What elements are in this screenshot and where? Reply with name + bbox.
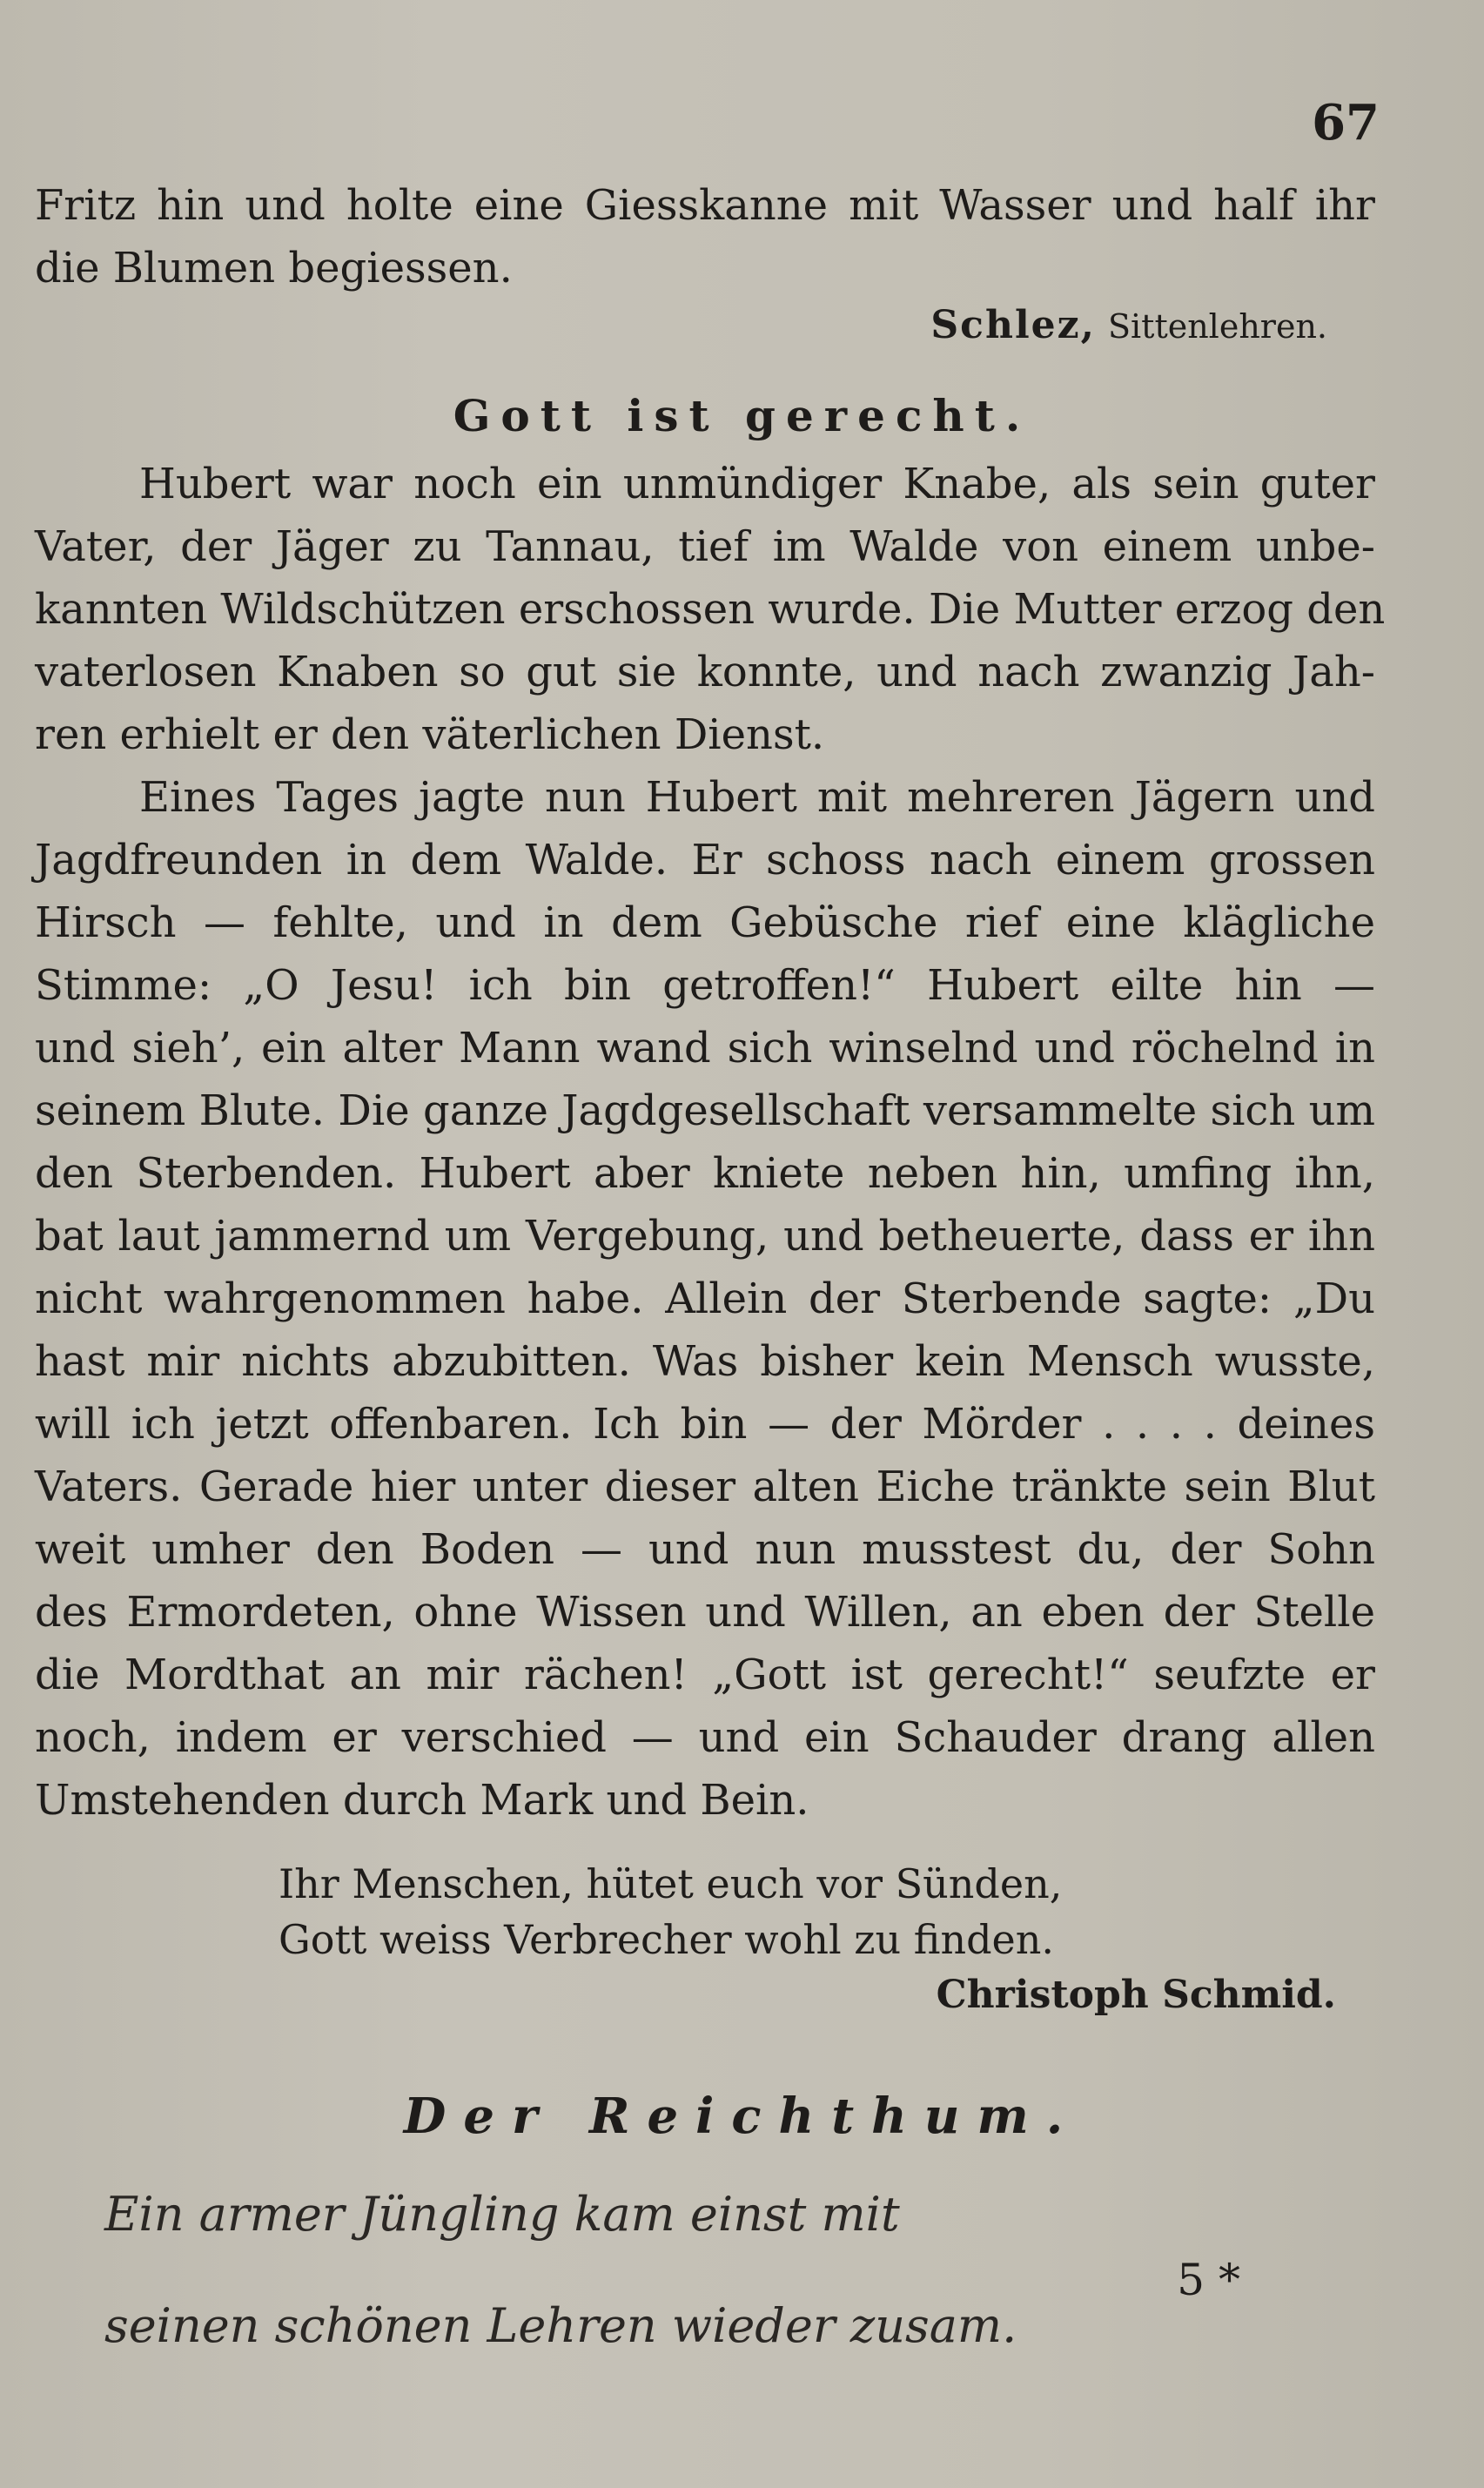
poem-couplet xyxy=(279,1856,1062,1967)
text-line: seinem Blute. Die ganze Jagdgesellschaft versammelte sich um xyxy=(35,1086,1375,1135)
text-line: Fritz hin und holte eine Giesskanne mit Wasser und half ihr xyxy=(35,181,1375,230)
text-line: und sieh’, ein alter Mann wand sich winselnd und röchelnd in xyxy=(35,1024,1375,1073)
text-line: nicht wahrgenommen habe. Allein der Sterbende sagte: „Du xyxy=(35,1274,1375,1323)
story-author: Christoph Schmid. xyxy=(936,1973,1336,2017)
story-body xyxy=(35,453,1386,1832)
text-line: die Mordthat an mir rächen! „Gott ist gerecht!“ seufzte er xyxy=(35,1651,1375,1699)
text-line: Vaters. Gerade hier unter dieser alten Eiche tränkte sein Blut xyxy=(35,1463,1375,1511)
work-title: Sittenlehren. xyxy=(1107,307,1327,346)
text-line: Hirsch — fehlte, und in dem Gebüsche rief eine klägliche xyxy=(35,898,1375,947)
text-line: Vater, der Jäger zu Tannau, tief im Walde von einem unbe- xyxy=(35,522,1375,571)
text-line: Stimme: „O Jesu! ich bin getroffen!“ Hubert eilte hin — xyxy=(35,961,1375,1010)
text-line: vaterlosen Knaben so gut sie konnte, und nach zwanzig Jah- xyxy=(35,648,1375,696)
prev-attribution xyxy=(930,303,1327,347)
text-line: noch, indem er verschied — und ein Schauder drang allen xyxy=(35,1713,1375,1762)
text-line: ren erhielt er den väterlichen Dienst. xyxy=(35,710,825,759)
poem-line: Ihr Menschen, hütet euch vor Sünden, xyxy=(279,1860,1063,1907)
page-number: 67 xyxy=(1312,94,1380,151)
signature-mark: 5 * xyxy=(1177,2255,1240,2305)
next-story-title: Der Reichthum. xyxy=(403,2088,1081,2145)
text-line: Hubert war noch ein unmündiger Knabe, als sein guter xyxy=(139,460,1375,508)
text-line: den Sterbenden. Hubert aber kniete neben hin, umfing ihn, xyxy=(35,1149,1375,1198)
prev-story-ending xyxy=(35,174,1375,299)
text-line: bat laut jammernd um Vergebung, und betheuerte, dass er ihn xyxy=(35,1212,1375,1261)
story-title: Gott ist gerecht. xyxy=(453,390,1031,441)
text-line: des Ermordeten, ohne Wissen und Willen, an eben der Stelle xyxy=(35,1588,1375,1637)
text-line: hast mir nichts abzubitten. Was bisher kein Mensch wusste, xyxy=(35,1337,1375,1386)
text-line: weit umher den Boden — und nun musstest du, der Sohn xyxy=(35,1525,1375,1574)
handwritten-line: seinen schönen Lehren wieder zusam. xyxy=(104,2298,1017,2353)
text-line: Jagdfreunden in dem Walde. Er schoss nach einem grossen xyxy=(35,836,1375,884)
text-line: kannten Wildschützen erschossen wurde. Die Mutter erzog den xyxy=(35,585,1386,634)
author-name: Schlez, xyxy=(930,303,1096,347)
text-line: Eines Tages jagte nun Hubert mit mehreren Jägern und xyxy=(139,773,1375,822)
handwritten-line: Ein armer Jüngling kam einst mit xyxy=(104,2187,900,2242)
text-line: die Blumen begiessen. xyxy=(35,244,513,293)
poem-line: Gott weiss Verbrecher wohl zu finden. xyxy=(279,1916,1055,1963)
text-line: Umstehenden durch Mark und Bein. xyxy=(35,1776,809,1825)
text-line: will ich jetzt offenbaren. Ich bin — der Mörder . . . . deines xyxy=(35,1400,1375,1449)
